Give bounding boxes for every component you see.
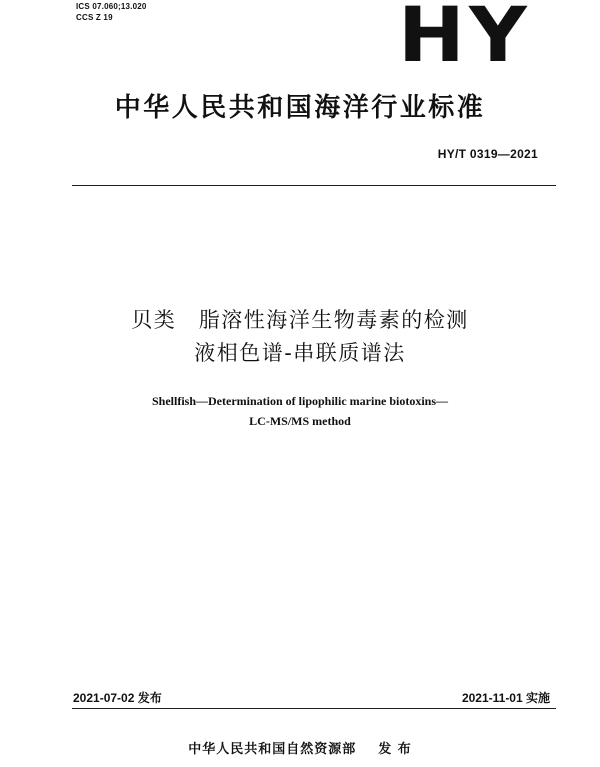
footer-divider bbox=[72, 708, 556, 709]
chinese-title-line-1: 贝类 脂溶性海洋生物毒素的检测 bbox=[131, 308, 469, 332]
issue-date: 2021-07-02 发布 bbox=[73, 691, 162, 705]
header-divider bbox=[72, 185, 556, 186]
issuing-authority bbox=[0, 738, 600, 757]
issuer-name: 中华人民共和国自然资源部 bbox=[188, 742, 357, 757]
chinese-title-line-2: 液相色谱-串联质谱法 bbox=[194, 341, 406, 365]
hy-logo: HY bbox=[398, 0, 531, 79]
implementation-date: 2021-11-01 实施 bbox=[461, 691, 550, 705]
issuer-action: 发 布 bbox=[378, 742, 412, 757]
ccs-code: CCS Z 19 bbox=[76, 13, 113, 22]
english-title-line-1: Shellfish—Determination of lipophilic marine biotoxins— bbox=[151, 394, 448, 408]
ics-code: ICS 07.060;13.020 bbox=[76, 2, 147, 11]
standard-category-title: 中华人民共和国海洋行业标准 bbox=[114, 93, 486, 123]
english-title-line-2: LC-MS/MS method bbox=[249, 414, 351, 428]
standard-number: HY/T 0319—2021 bbox=[437, 147, 538, 161]
